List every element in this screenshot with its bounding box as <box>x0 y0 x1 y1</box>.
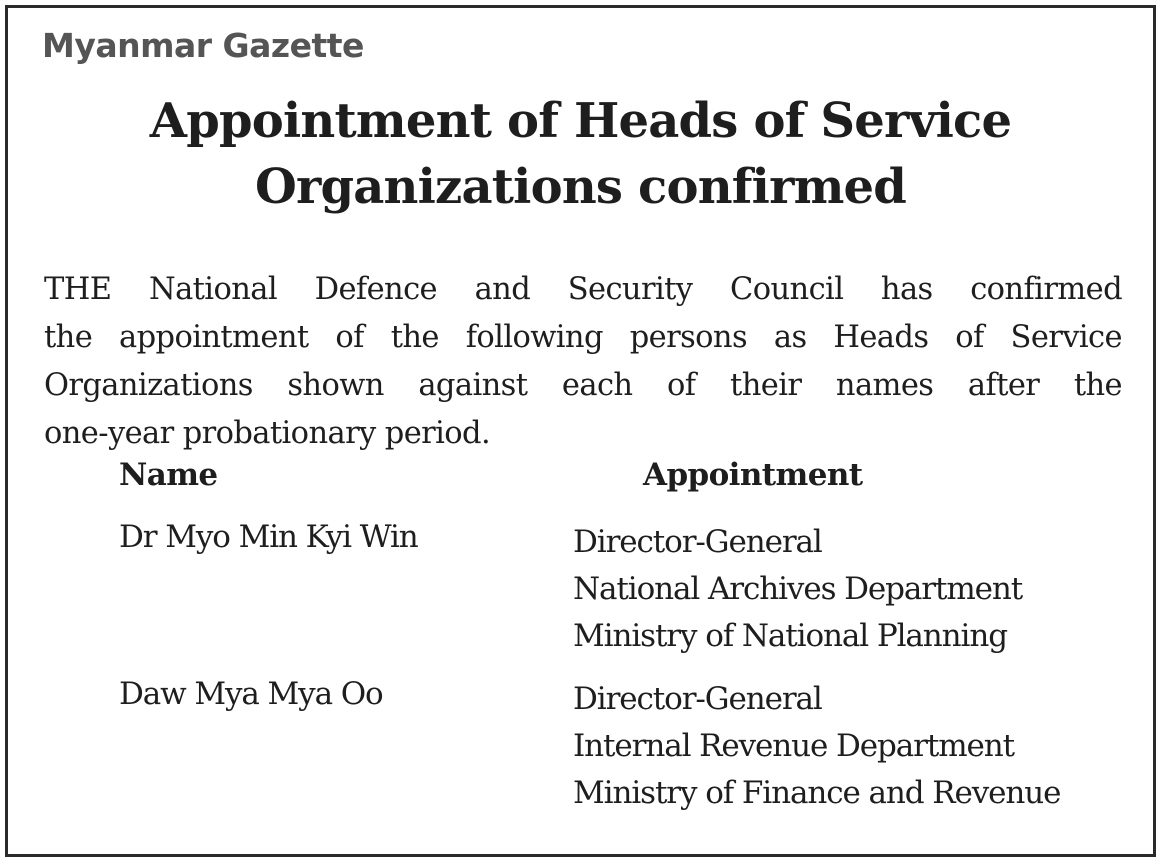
appointment-title: Director-General <box>573 681 822 717</box>
body-line-2: the appointment of the following persons as Heads of Service <box>44 320 1122 355</box>
appointment-ministry: Ministry of Finance and Revenue <box>573 775 1061 811</box>
appointment-title: Director-General <box>573 524 822 560</box>
appointment-department: Internal Revenue Department <box>573 728 1014 764</box>
appointment-ministry: Ministry of National Planning <box>573 618 1007 654</box>
article-body <box>44 266 1122 458</box>
publication-name: Myanmar Gazette <box>42 26 364 65</box>
appointee-name: Dr Myo Min Kyi Win <box>119 519 418 555</box>
headline-line-2: Organizations confirmed <box>254 159 907 215</box>
appointment-details <box>573 676 1060 817</box>
article-headline <box>0 88 1161 220</box>
body-line-4: one-year probationary period. <box>44 416 491 451</box>
column-header-name: Name <box>119 457 218 493</box>
body-line-3: Organizations shown against each of their names after the <box>44 368 1122 403</box>
appointment-details <box>573 519 1022 660</box>
appointment-department: National Archives Department <box>573 571 1023 607</box>
appointee-name: Daw Mya Mya Oo <box>119 676 383 712</box>
headline-line-1: Appointment of Heads of Service <box>149 93 1012 149</box>
column-header-appointment: Appointment <box>643 457 863 493</box>
body-line-1: THE National Defence and Security Council has confirmed <box>44 272 1122 307</box>
